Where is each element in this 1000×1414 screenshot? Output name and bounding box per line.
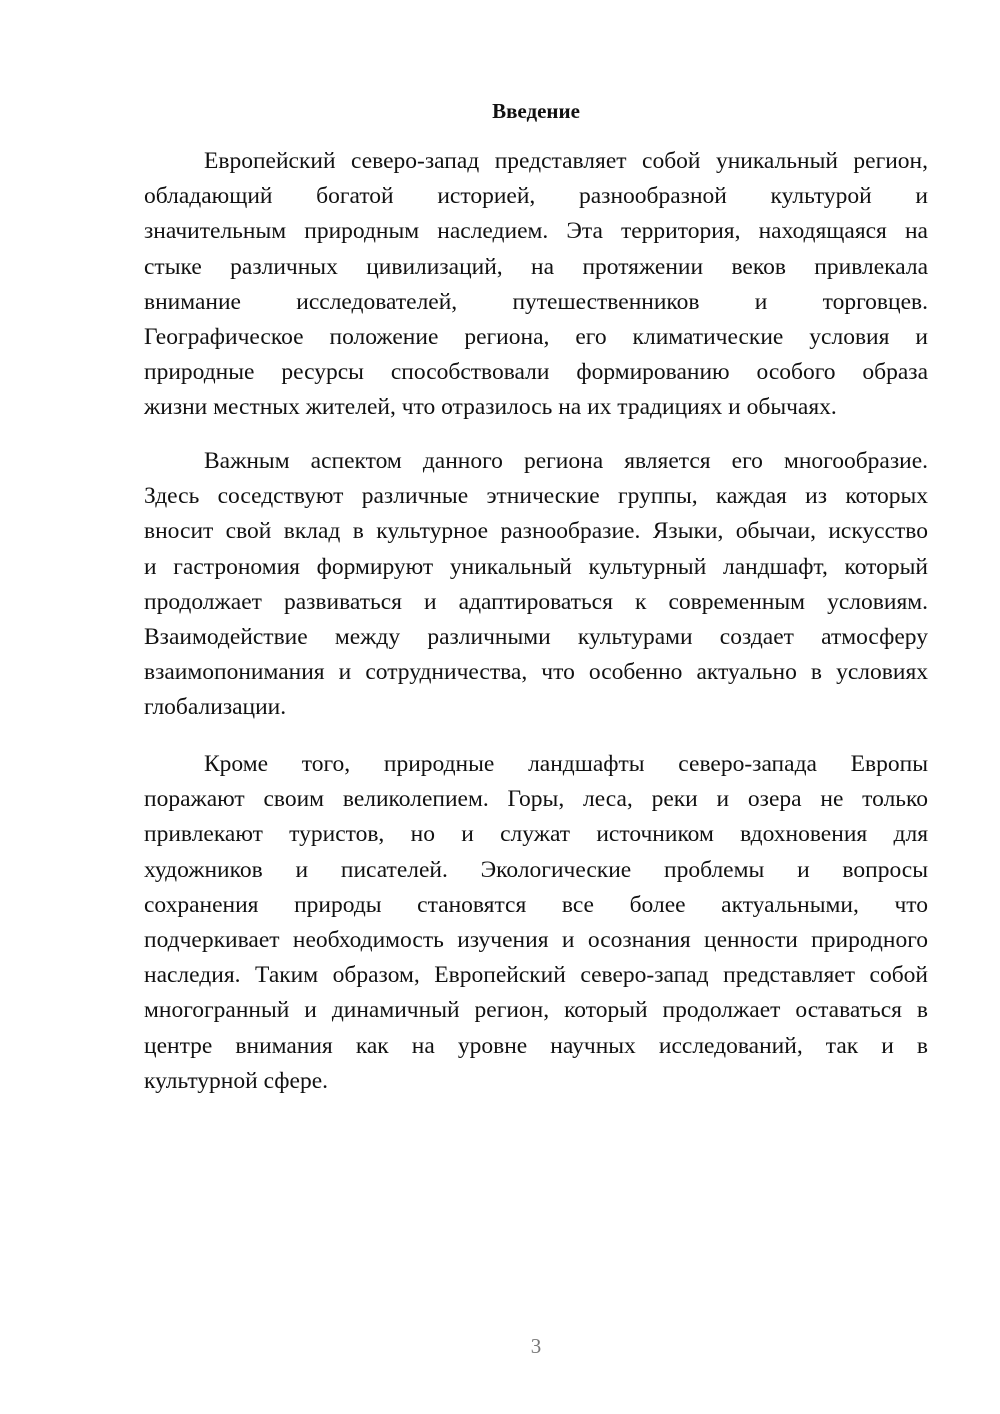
paragraph-line: привлекают туристов, но и служат источником вдохновения для bbox=[144, 821, 928, 848]
paragraph-line: взаимопонимания и сотрудничества, что особенно актуально в условиях bbox=[144, 659, 928, 686]
paragraph-line: и гастрономия формируют уникальный культурный ландшафт, который bbox=[144, 553, 928, 580]
paragraph-line: культурной сфере. bbox=[144, 1067, 329, 1094]
paragraph-line: сохранения природы становятся все более актуальными, что bbox=[144, 891, 928, 918]
section-heading: Введение bbox=[492, 99, 580, 123]
paragraph-line: Географическое положение региона, его климатические условия и bbox=[144, 324, 928, 351]
paragraph-line: вносит свой вклад в культурное разнообразие. Языки, обычаи, искусство bbox=[144, 518, 928, 545]
page-number: 3 bbox=[530, 1334, 542, 1358]
paragraph-line: центре внимания как на уровне научных исследований, так и в bbox=[144, 1032, 928, 1059]
paragraph-line: Здесь соседствуют различные этнические группы, каждая из которых bbox=[144, 483, 928, 510]
paragraph-line: природные ресурсы способствовали формированию особого образа bbox=[144, 359, 928, 386]
paragraph-line: жизни местных жителей, что отразилось на их традициях и обычаях. bbox=[144, 394, 837, 421]
paragraph-line: Европейский северо-запад представляет собой уникальный регион, bbox=[204, 148, 928, 174]
paragraph-line: внимание исследователей, путешественников и торговцев. bbox=[144, 288, 928, 315]
paragraph-2 bbox=[144, 444, 928, 726]
paragraph-line: художников и писателей. Экологические проблемы и вопросы bbox=[144, 856, 928, 883]
paragraph-line: значительным природным наследием. Эта территория, находящаяся на bbox=[144, 218, 928, 245]
paragraph-line: продолжает развиваться и адаптироваться к современным условиям. bbox=[144, 588, 928, 615]
paragraph-line: Взаимодействие между различными культурами создает атмосферу bbox=[144, 624, 928, 651]
paragraph-line: стыке различных цивилизаций, на протяжении веков привлекала bbox=[144, 253, 928, 280]
paragraph-line: поражают своим великолепием. Горы, леса, реки и озера не только bbox=[144, 786, 928, 813]
paragraph-line: Важным аспектом данного региона является его многообразие. bbox=[204, 448, 928, 474]
paragraph-1 bbox=[144, 144, 928, 426]
paragraph-3 bbox=[144, 747, 928, 1099]
paragraph-line: многогранный и динамичный регион, который продолжает оставаться в bbox=[144, 997, 928, 1024]
paragraph-line: подчеркивает необходимость изучения и осознания ценности природного bbox=[144, 927, 928, 954]
paragraph-line: обладающий богатой историей, разнообразной культурой и bbox=[144, 183, 928, 210]
paragraph-line: глобализации. bbox=[144, 694, 287, 721]
paragraph-line: Кроме того, природные ландшафты северо-запада Европы bbox=[204, 751, 928, 777]
paragraph-line: наследия. Таким образом, Европейский северо-запад представляет собой bbox=[144, 962, 928, 989]
